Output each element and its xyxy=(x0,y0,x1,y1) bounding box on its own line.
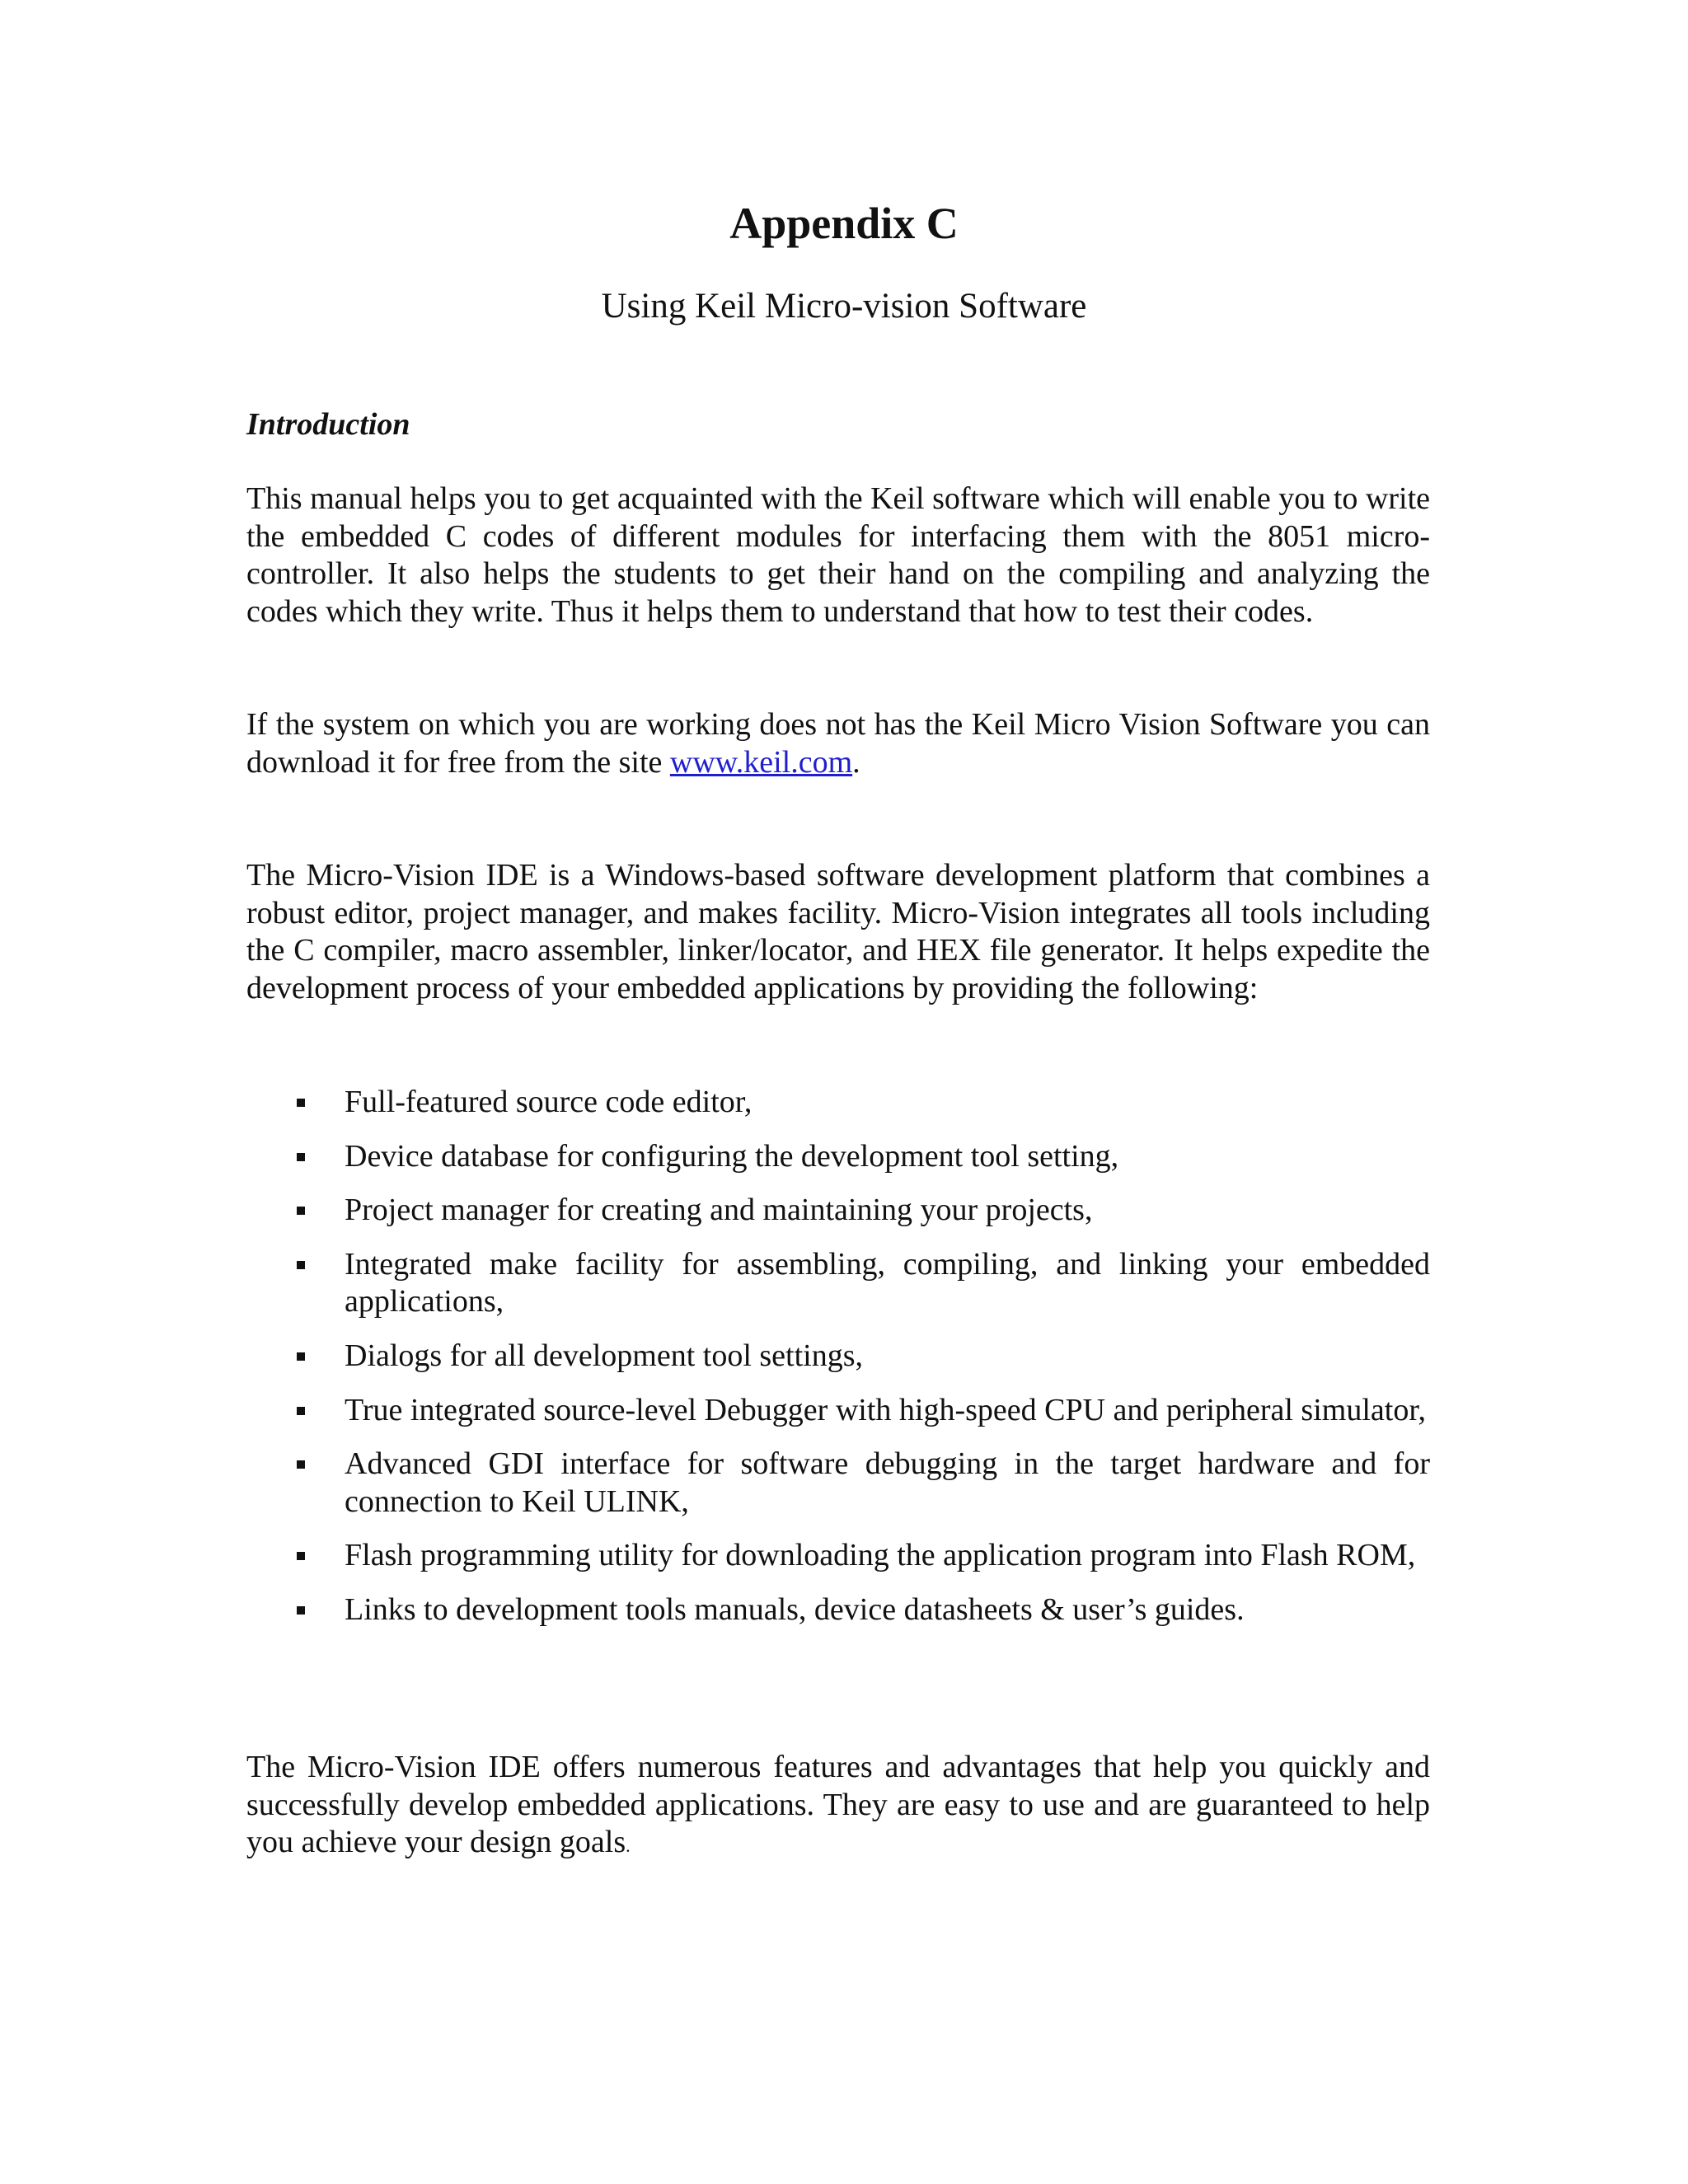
page-subtitle: Using Keil Micro-vision Software xyxy=(601,287,1087,326)
intro-paragraph: This manual helps you to get acquainted with the Keil software which will enable you to write the embedded C codes of different modules for interfacing them with the 8051 micro-controller. It also helps the students to get their hand on the compiling and analyzing the codes which they write. Thus it helps them to understand that how to test their codes. xyxy=(246,481,1430,629)
list-item-text: Project manager for creating and maintaining your projects, xyxy=(345,1193,1093,1228)
ide-description-paragraph: The Micro-Vision IDE is a Windows-based software development platform that combines a robust editor, project manager, and makes facility. Micro-Vision integrates all tools including the C compiler, macro assembler, linker/locator, and HEX file generator. It helps expedite the development process of your embedded applications by providing the following: xyxy=(246,858,1430,1005)
square-bullet-icon xyxy=(297,1153,305,1161)
download-paragraph-text: If the system on which you are working does not has the Keil Micro Vision Software you can download it for free from the site xyxy=(246,707,1430,780)
list-item xyxy=(297,1138,1430,1176)
square-bullet-icon xyxy=(297,1407,305,1415)
list-item xyxy=(297,1192,1430,1230)
list-item-text: Full-featured source code editor, xyxy=(345,1085,753,1119)
square-bullet-icon xyxy=(297,1207,305,1215)
square-bullet-icon xyxy=(297,1460,305,1469)
list-item-text: Links to development tools manuals, device datasheets & user’s guides. xyxy=(345,1591,1245,1627)
feature-list xyxy=(297,1084,1430,1646)
closing-paragraph-period: . xyxy=(626,1835,631,1857)
square-bullet-icon xyxy=(297,1099,305,1107)
section-heading-introduction: Introduction xyxy=(246,407,410,442)
list-item xyxy=(297,1537,1430,1575)
closing-paragraph xyxy=(246,1749,1430,1865)
list-item-text: True integrated source-level Debugger with high-speed CPU and peripheral simulator, xyxy=(345,1392,1426,1427)
list-item xyxy=(297,1338,1430,1376)
square-bullet-icon xyxy=(297,1606,305,1615)
list-item xyxy=(297,1591,1430,1629)
list-item xyxy=(297,1246,1430,1321)
download-paragraph-end: . xyxy=(852,744,860,780)
list-item-text: Flash programming utility for downloading the application program into Flash ROM, xyxy=(345,1538,1416,1573)
page-title: Appendix C xyxy=(729,199,959,248)
keil-website-link[interactable]: www.keil.com xyxy=(669,744,853,780)
list-item-text: Dialogs for all development tool settings, xyxy=(345,1338,864,1373)
closing-paragraph-text: The Micro-Vision IDE offers numerous features and advantages that help you quickly and successfully develop embedded applications. They are easy to use and are guaranteed to help you achieve your design goals xyxy=(246,1750,1430,1860)
square-bullet-icon xyxy=(297,1261,305,1269)
list-item xyxy=(297,1084,1430,1122)
square-bullet-icon xyxy=(297,1352,305,1361)
list-item xyxy=(297,1446,1430,1521)
list-item-text: Device database for configuring the development tool setting, xyxy=(345,1138,1119,1174)
list-item-text: Integrated make facility for assembling, compiling, and linking your embedded applications, xyxy=(345,1246,1430,1319)
list-item xyxy=(297,1392,1430,1430)
list-item-text: Advanced GDI interface for software debugging in the target hardware and for connection to Keil ULINK, xyxy=(345,1446,1430,1519)
download-paragraph xyxy=(246,706,1430,781)
square-bullet-icon xyxy=(297,1552,305,1560)
